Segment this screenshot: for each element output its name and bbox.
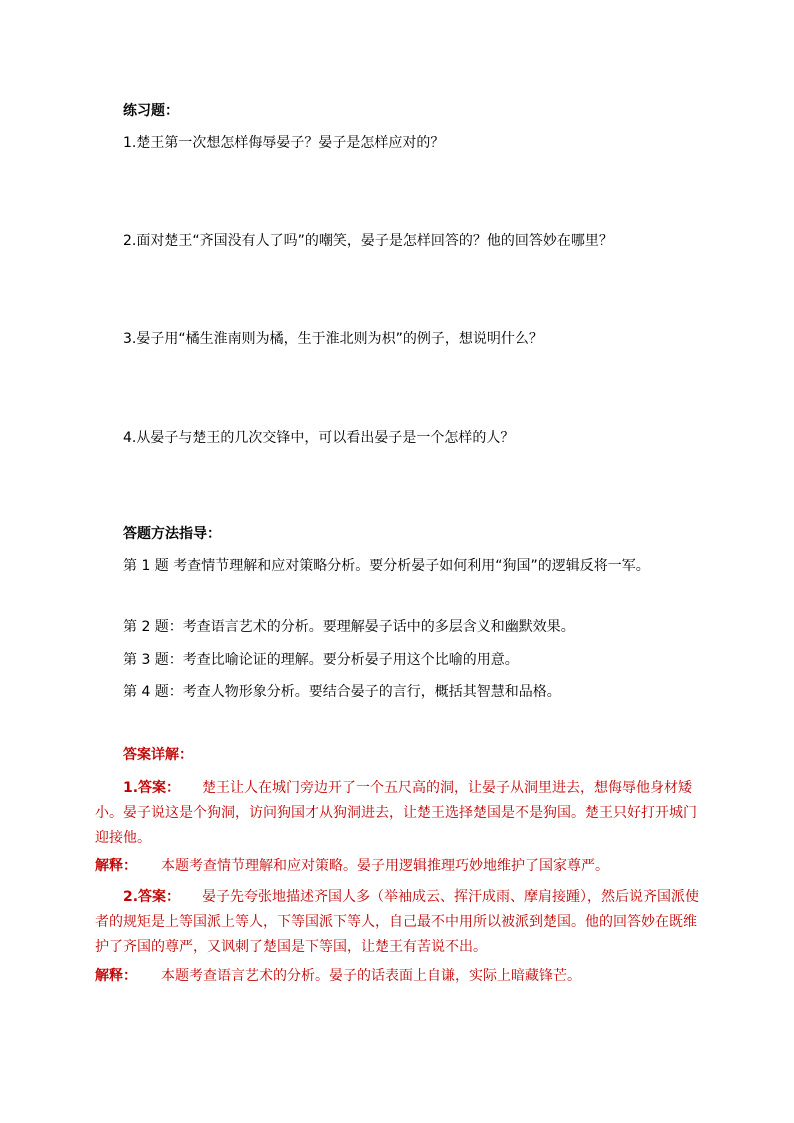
- answer-2-text: 晏子先夸张地描述齐国人多（举袖成云、挥汗成雨、摩肩接踵），然后说齐国派使者的规矩是上等国派上等人，下等国派下等人，自己最不中用所以被派到楚国。他的回答妙在既维护了齐国的尊严，又讽刺了楚国是下等国，让楚王有苦说不出。: [95, 889, 700, 955]
- answer-2-block: [95, 885, 709, 960]
- answer-1-explain-label: 解释：: [95, 858, 137, 874]
- method-item-1: 第 1 题 考查情节理解和应对策略分析。要分析晏子如何利用“狗国”的逻辑反将一军。: [123, 558, 650, 574]
- answer-1-explain-text: 本题考查情节理解和应对策略。晏子用逻辑推理巧妙地维护了国家尊严。: [161, 858, 609, 874]
- answer-2-explain-text: 本题考查语言艺术的分析。晏子的话表面上自谦，实际上暗藏锋芒。: [161, 968, 581, 984]
- method-item-2: 第 2 题：考查语言艺术的分析。要理解晏子话中的多层含义和幽默效果。: [123, 619, 575, 635]
- answer-1-explain: [95, 856, 609, 876]
- question-3: 3.晏子用“橘生淮南则为橘，生于淮北则为枳”的例子，想说明什么？: [123, 331, 543, 347]
- answer-1-text: 楚王让人在城门旁边开了一个五尺高的洞，让晏子从洞里进去，想侮辱他身材矮小。晏子说这是个狗洞，访问狗国才从狗洞进去，让楚王选择楚国是不是狗国。楚王只好打开城门迎接他。: [95, 780, 697, 846]
- answer-2-explain-label: 解释：: [95, 968, 137, 984]
- answer-2-label: 2.答案：: [123, 889, 181, 905]
- answers-heading: 答案详解：: [123, 747, 193, 763]
- answer-2-explain: [95, 966, 581, 986]
- method-item-3: 第 3 题：考查比喻论证的理解。要分析晏子用这个比喻的用意。: [123, 652, 519, 668]
- method-heading: 答题方法指导：: [123, 526, 221, 542]
- answer-1-label: 1.答案：: [123, 780, 181, 796]
- question-4: 4.从晏子与楚王的几次交锋中，可以看出晏子是一个怎样的人？: [123, 430, 515, 446]
- question-2: 2.面对楚王“齐国没有人了吗”的嘲笑，晏子是怎样回答的？他的回答妙在哪里？: [123, 233, 613, 249]
- exercises-heading: 练习题：: [123, 103, 179, 119]
- answer-1-block: [95, 776, 709, 851]
- method-item-4: 第 4 题：考查人物形象分析。要结合晏子的言行，概括其智慧和品格。: [123, 684, 561, 700]
- question-1: 1.楚王第一次想怎样侮辱晏子？晏子是怎样应对的？: [123, 135, 445, 151]
